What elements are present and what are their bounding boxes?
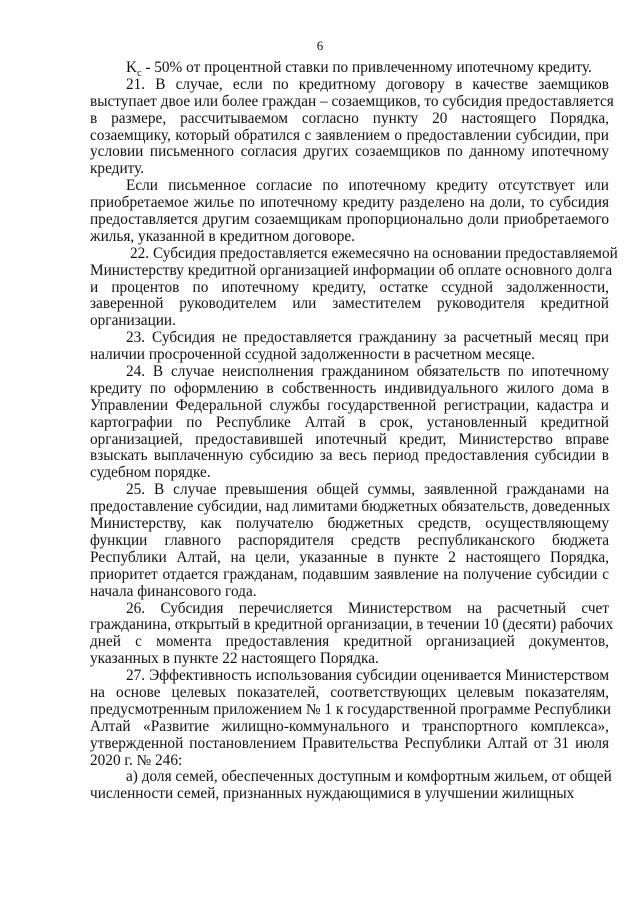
paragraph-p27a — [90, 768, 612, 803]
text-line: гражданина, открытый в кредитной организации, в течении 10 (десяти) рабочих — [90, 616, 614, 634]
text-line: $K_c - 50\%$ от процентной ставки по привлеченному ипотечному кредиту. — [126, 59, 592, 80]
text-line: приобретаемое жилье по ипотечному кредиту разделено на доли, то субсидия — [90, 194, 609, 212]
text-line: функции главного распорядителя средств республиканского бюджета — [90, 531, 609, 549]
text-line: организации. — [90, 312, 176, 330]
text-line: наличии просроченной ссудной задолженности в расчетном месяце. — [90, 346, 535, 364]
text-line: Министерству кредитной организацией информации об оплате основного долга — [90, 261, 613, 279]
text-line: дней с момента предоставления кредитной организацией документов, — [90, 633, 609, 651]
text-line: Управлении Федеральной службы государственной регистрации, кадастра и — [90, 396, 609, 414]
text-line: Республики Алтай, на цели, указанные в пункте 2 настоящего Порядка, — [90, 548, 609, 566]
text-line: 24. В случае неисполнения гражданином обязательств по ипотечному — [126, 363, 609, 381]
text-line: Алтай «Развитие жилищно-коммунального и транспортного комплекса», — [90, 717, 609, 735]
text-line: организацией, предоставившей ипотечный кредит, Министерство вправе — [90, 430, 609, 448]
text-line: численности семей, признанных нуждающимися в улучшении жилищных — [90, 785, 575, 803]
paragraph-p21 — [90, 75, 614, 178]
text-line: начала финансового года. — [90, 582, 257, 600]
text-line: выступает двое или более граждан – созаемщиков, то субсидия предоставляется — [90, 92, 614, 110]
text-line: кредиту по оформлению в собственность индивидуального жилого дома в — [90, 379, 609, 397]
text-line: указанных в пункте 22 настоящего Порядка. — [90, 650, 379, 668]
text-line: 25. В случае превышения общей суммы, заявленной гражданами на — [126, 481, 609, 499]
text-line: взыскать выплаченную субсидию за весь период предоставления субсидии в — [90, 447, 609, 465]
text-line: 23. Субсидия не предоставляется гражданину за расчетный месяц при — [126, 329, 609, 347]
text-line: 21. В случае, если по кредитному договору в качестве заемщиков — [126, 75, 609, 93]
text-line: Министерству, как получателю бюджетных средств, осуществляющему — [90, 515, 609, 533]
paragraph-p23 — [90, 330, 609, 364]
text-line: 26. Субсидия перечисляется Министерством на расчетный счет — [126, 599, 609, 617]
text-line: картографии по Республике Алтай в срок, установленный кредитной — [90, 413, 609, 431]
paragraph-p21b — [90, 178, 609, 246]
text-line: на основе целевых показателей, соответствующих целевым показателям, — [90, 683, 609, 701]
coefficient-symbol: $K_c$ — [126, 59, 142, 80]
document-body — [90, 59, 618, 803]
paragraph-p27 — [90, 668, 609, 769]
text-line: предоставление субсидии, над лимитами бюджетных обязательств, доведенных — [90, 498, 611, 516]
text-line: созаемщику, который обратился с заявлением о предоставлении субсидии, при — [90, 126, 609, 144]
text-line: кредиту. — [90, 160, 145, 178]
text-line: Если письменное согласие по ипотечному кредиту отсутствует или — [126, 177, 609, 195]
text-line: 22. Субсидия предоставляется ежемесячно на основании предоставляемой — [130, 244, 618, 262]
text-line: 2020 г. № 246: — [90, 751, 183, 769]
page-number: 6 — [316, 38, 324, 53]
text-line: утвержденной постановлением Правительства Республики Алтай от 31 июля — [90, 734, 609, 752]
paragraph-p25 — [90, 482, 609, 600]
paragraph-p0 — [90, 59, 609, 80]
paragraph-p22 — [90, 244, 618, 330]
text-line: заверенной руководителем или заместителем руководителя кредитной — [90, 295, 609, 313]
text-line: а) доля семей, обеспеченных доступным и комфортным жильем, от общей — [126, 768, 612, 786]
text-line: 27. Эффективность использования субсидии оценивается Министерством — [126, 667, 609, 685]
paragraph-p24 — [90, 364, 609, 482]
text-line: в размере, рассчитываемом согласно пункту 20 настоящего Порядка, — [90, 109, 609, 127]
text-line: жилья, указанной в кредитном договоре. — [90, 227, 355, 245]
text-line: условии письменного согласия других созаемщиков по данному ипотечному — [90, 143, 609, 161]
text-line: судебном порядке. — [90, 464, 211, 482]
text-line: приоритет отдается гражданам, подавшим заявление на получение субсидии с — [90, 565, 609, 583]
text-line: предусмотренным приложением № 1 к государственной программе Республики — [90, 700, 611, 718]
text-line: и процентов по ипотечному кредиту, остатке ссудной задолженности, — [90, 278, 609, 296]
paragraph-p26 — [90, 599, 614, 669]
text-line: предоставляется другим созаемщикам пропорционально доли приобретаемого — [90, 211, 609, 229]
